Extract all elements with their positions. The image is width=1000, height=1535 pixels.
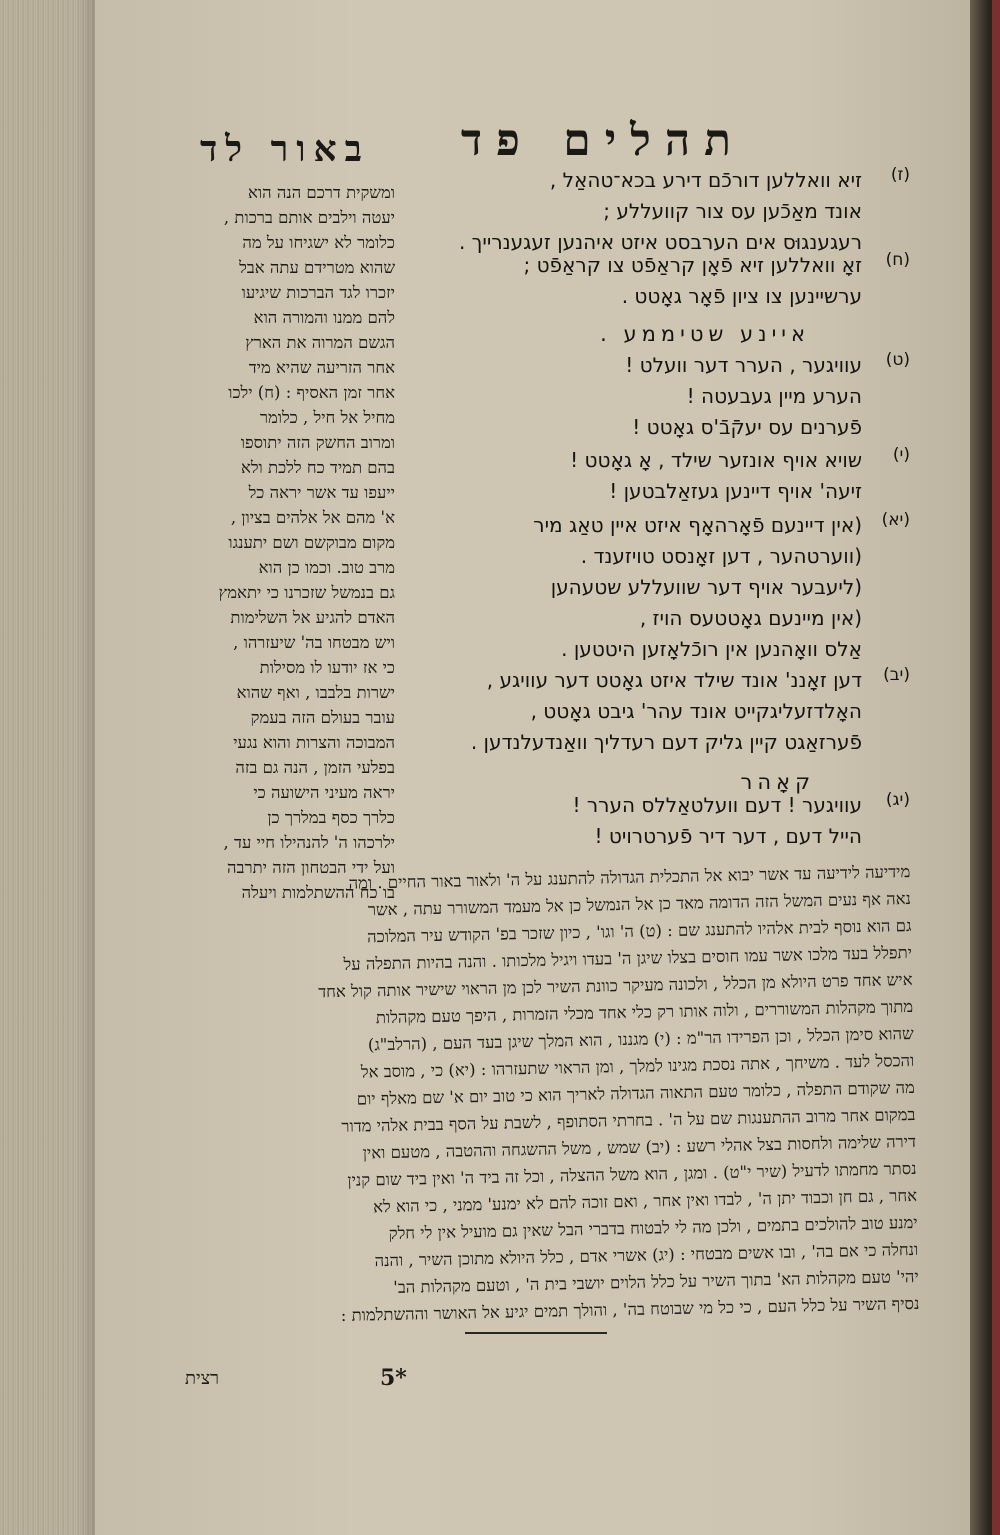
signature-mark: 5*	[380, 1365, 407, 1391]
commentary-line: עובר בעולם הזה בעמק	[250, 708, 395, 727]
verse-number: (ח)	[885, 250, 910, 270]
commentary-column	[180, 180, 395, 905]
verse-number: (יג)	[885, 790, 910, 810]
verse	[410, 350, 910, 443]
commentary-line: יזכרו לגד הברכות שיגיעו	[241, 283, 395, 302]
verse-line: האָלדזעליגקייט אונד עהר' גיבט גאָטט ,	[530, 699, 862, 723]
commentary-line: יראה מעיני הישועה כי	[253, 783, 395, 802]
verse-line: (אין דיינעם פֿאָרהאָף איזט איין טאַג מיר	[533, 513, 862, 537]
verse	[410, 510, 910, 665]
verse	[410, 165, 910, 258]
verse-line: פֿערנים עס יעקֿבֿ'ס גאָטט !	[632, 415, 862, 439]
commentary-line: א' מהם אל אלהים בציון ,	[230, 508, 395, 527]
running-header-commentary: באור לד	[199, 128, 370, 170]
commentary-line: כלרך כסף במלרך כן	[267, 808, 395, 827]
running-header-psalm: תהלים פד	[460, 115, 745, 166]
bottom-commentary-line: נסתר מחמתו לדעיל (שיר י"ט) . ומגן , הוא משל ההצלה , וכל זה ביד ה' ואין ביד שום קנין	[347, 1158, 917, 1190]
bottom-commentary-line: יהי' טעם מקהלות הא' בתוך השיר על כלל הלוים יושבי בית ה' , וטעם מקהלות הב'	[393, 1266, 919, 1297]
verse-line: זאָ וואללען זיא פֿאָן קראַפֿט צו קראַפֿט ;	[523, 253, 862, 277]
verse-number: (י)	[892, 445, 910, 465]
commentary-line: ועל ידי הבטחון הזה יתרבה	[227, 858, 395, 877]
verse-line: (אין מיינעם גאָטטעס הויז ,	[639, 606, 862, 630]
verse-number: (יב)	[883, 665, 910, 685]
commentary-line: ומשקית דרכם הנה הוא	[247, 183, 395, 202]
verse-number: (ז)	[890, 165, 910, 185]
bottom-commentary-line: איש אחד פרט היולא מן הכלל , ולכונה מעיקר כוונת השיר לכן מן הראוי שישיר אותה קול אחד	[318, 969, 913, 1002]
section-title-choir: קאָהר	[740, 770, 815, 794]
commentary-line: הגשם המרוה את הארץ	[245, 333, 395, 352]
commentary-line: בו כח ההשתלמות ויעלה	[241, 883, 395, 902]
commentary-line: בפלעי הזמן , הנה גם בזה	[235, 758, 395, 777]
commentary-line: שהוא מטרידם עתה אבל	[239, 258, 395, 277]
verse-line: (ווערטהער , דען זאָנסט טויזענד .	[580, 544, 862, 568]
bottom-commentary-line: שהוא סימן הכלל , וכן הפרידו הר"מ : (י) מגננו , הוא המלך שיגן בעד העם , (הרלב"ג)	[367, 1023, 914, 1055]
bottom-commentary-line: ונחלה כי אם בה' , ובו אשים מבטחי : (יג) אשרי אדם , כלל היולא מתוכן השיר , והנה	[374, 1239, 919, 1271]
verse-line: עוויגער , הערר דער וועלט !	[625, 353, 862, 377]
closing-rule	[465, 1332, 607, 1334]
verse-line: (ליעבער אויף דער שוועללע שטעהען	[550, 575, 862, 599]
commentary-line: המבוכה והצרות והוא נגעי	[233, 733, 395, 752]
commentary-line: כלומר לא ישגיחו על מה	[242, 233, 395, 252]
verse	[410, 445, 910, 507]
verse-line: רעגענגוּס אים הערבסט איזט איהנען זעגענרייך .	[458, 230, 862, 254]
verse-line: פֿערזאַגט קיין גליק דעם רעדליך וואַנדעלנדען .	[470, 730, 862, 754]
verse-line: שויא אויף אונזער שילד , אָ גאָטט !	[570, 448, 862, 472]
bottom-commentary-line: דירה שלימה ולחסות בצל אהלי רשע : (יב) שמש , משל ההשגחה וההטבה , מטעם ואין	[362, 1131, 917, 1163]
book-page-edges	[0, 0, 95, 1535]
bottom-commentary-line: נאה אף נעים המשל הזה הדומה מאד כן אל הנמשל כן אל מעמד המשורר עתה , אשר	[367, 888, 912, 920]
commentary-line: גם בנמשל שזכרנו כי יתאמץ	[218, 583, 395, 602]
verse-line: זיא וואללען דורכֿם דירע בכא־טהאַל ,	[549, 168, 862, 192]
verse-line: ערשיינען צו ציון פֿאָר גאָטט .	[621, 284, 862, 308]
verse	[410, 250, 910, 312]
commentary-line: ילרכהו ה' להנהילו חיי עד ,	[223, 833, 395, 852]
verse-number: (יא)	[881, 510, 910, 530]
commentary-line: אחר הזריעה שהיא מיד	[248, 358, 395, 377]
verse-number: (ט)	[885, 350, 910, 370]
bottom-commentary	[190, 858, 919, 1332]
section-title-one-voice: איינע שטיממע .	[600, 322, 810, 346]
book-spine-binding	[992, 0, 1000, 1535]
verse	[410, 790, 910, 852]
commentary-line: מחיל אל חיל , כלומר	[259, 408, 395, 427]
commentary-line: כי אז יודעו לו מסילות	[259, 658, 395, 677]
verse	[410, 665, 910, 758]
commentary-line: ויש מבטחו בה' שיעזרהו ,	[233, 633, 395, 652]
commentary-line: ייעפו עד אשר יראה כל	[248, 483, 395, 502]
bottom-commentary-line: אחר , גם חן וכבוד יתן ה' , לבדו ואין אחר , ואם זוכה להם לא ימנע' ממני , כי הוא לא	[372, 1185, 918, 1217]
commentary-line: בהם תמיד כח ללכת ולא	[240, 458, 395, 477]
commentary-line: ישרות בלבבו , ואף שהוא	[236, 683, 395, 702]
commentary-line: להם ממנו והמורה הוא	[253, 308, 395, 327]
verse-line: אַלס וואָהנען אין רוכֿלאָזען היטטען .	[561, 637, 862, 661]
verse-line: אונד מאַכֿען עס צור קוועללע ;	[603, 199, 862, 223]
bottom-commentary-line: יתפלל בעד מלכו אשר עמו חוסים בצלו שיגן ה' בעדו ויגיל מלכותו . והנה בהיות התפלה על	[343, 942, 913, 974]
commentary-line: ומרוב החשק הזה יתוספו	[240, 433, 395, 452]
verse-line: הייל דעם , דער דיר פֿערטרויט !	[594, 824, 862, 848]
commentary-line: יעטה וילבים אותם ברכות ,	[223, 208, 395, 227]
verse-line: דען זאָננ' אונד שילד איזט גאָטט דער עוויגע ,	[486, 668, 862, 692]
verse-line: עוויגער ! דעם וועלטאַללס הערר !	[572, 793, 862, 817]
bottom-commentary-line: ימנע טוב להולכים בתמים , ולכן מה לי לבטוח בדברי הבל שאין גם מועיל אין לי חלק	[388, 1212, 918, 1243]
verse-line: הערע מיין געבעטה !	[686, 384, 862, 408]
bottom-commentary-line: מתוך מקהלות המשוררים , ולוה אותו רק כלי אחד מכלי הזמרות , היפך טעם מקהלות	[375, 996, 914, 1028]
commentary-line: האדם להגיע אל השלימות	[230, 608, 395, 627]
commentary-line: מקום מבוקשם ושם יתענגו	[228, 533, 395, 552]
bottom-commentary-line: נסיף השיר על כלל העם , כי כל מי שבוטח בה' , והולך תמים יגיע אל האושר וההשתלמות :	[340, 1293, 920, 1326]
bottom-commentary-line: והכסל לעד . משיחך , אתה נסכת מגינו למלך , ומן הראוי שתעזרהו : (יא) כי , מוסב אל	[360, 1050, 915, 1082]
verse-line: זיעה' אויף דיינען געזאַלבטען !	[609, 479, 862, 503]
bottom-commentary-line: מידיעה לידיעה עד אשר יבוא אל התכלית הגדולה להתענג על ה' ולאור באור החיים . ומה	[348, 861, 911, 893]
commentary-line: מרב טוב. וכמו כן הוא	[258, 558, 395, 577]
bottom-commentary-line: גם הוא נוסף לבית אלהיו להתענג שם : (ט) ה' וגו' , כיון שזכר בפ' הקודש עיר המלוכה	[366, 915, 912, 947]
commentary-line: אחר זמן האסיף : (ח) ילכו	[228, 383, 395, 402]
bottom-commentary-line: במקום אחר מרוב ההתענגות שם על ה' . בחרתי הסתופף , לשבת על הסף בבית אלהי מדור	[341, 1104, 916, 1136]
bottom-commentary-line: מה שקודם התפלה , כלומר טעם התאוה הגדולה לאריך הוא כי טוב יום א' שם מאלף יום	[356, 1077, 916, 1109]
printer-code: רצית	[185, 1368, 219, 1389]
